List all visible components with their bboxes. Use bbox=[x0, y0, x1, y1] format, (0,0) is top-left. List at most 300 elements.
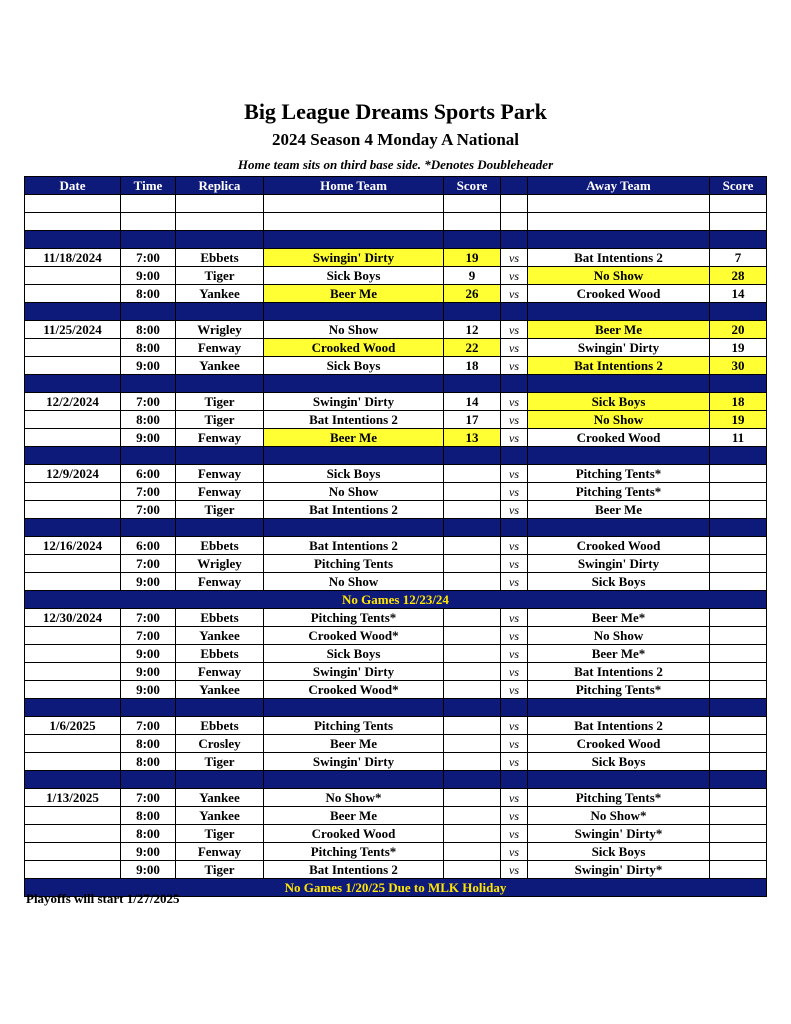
empty-cell bbox=[710, 519, 767, 537]
game-row bbox=[25, 609, 767, 627]
time-cell: 9:00 bbox=[121, 843, 176, 861]
date-cell bbox=[25, 429, 121, 447]
empty-cell bbox=[121, 375, 176, 393]
date-cell: 12/9/2024 bbox=[25, 465, 121, 483]
game-row bbox=[25, 411, 767, 429]
game-row bbox=[25, 321, 767, 339]
header-vs bbox=[501, 177, 528, 195]
vs-cell: vs bbox=[501, 249, 528, 267]
date-cell bbox=[25, 267, 121, 285]
empty-cell bbox=[710, 447, 767, 465]
empty-cell bbox=[710, 771, 767, 789]
home-score-cell bbox=[444, 537, 501, 555]
playoffs-note: Playoffs will start 1/27/2025 bbox=[26, 891, 180, 906]
away-score-cell bbox=[710, 843, 767, 861]
empty-cell bbox=[501, 213, 528, 231]
header-home-team: Home Team bbox=[264, 177, 444, 195]
vs-cell: vs bbox=[501, 537, 528, 555]
away-score-cell bbox=[710, 483, 767, 501]
date-cell bbox=[25, 735, 121, 753]
home-team-cell: Pitching Tents* bbox=[264, 843, 444, 861]
away-team-cell: Crooked Wood bbox=[528, 285, 710, 303]
week-separator-row bbox=[25, 447, 767, 465]
away-score-cell bbox=[710, 573, 767, 591]
empty-cell bbox=[528, 303, 710, 321]
home-score-cell bbox=[444, 807, 501, 825]
away-score-cell bbox=[710, 645, 767, 663]
home-score-cell bbox=[444, 609, 501, 627]
home-team-cell: Beer Me bbox=[264, 429, 444, 447]
empty-cell bbox=[176, 195, 264, 213]
date-cell bbox=[25, 807, 121, 825]
home-team-cell: Swingin' Dirty bbox=[264, 753, 444, 771]
empty-cell bbox=[25, 195, 121, 213]
empty-cell bbox=[176, 375, 264, 393]
empty-cell bbox=[710, 699, 767, 717]
time-cell: 7:00 bbox=[121, 393, 176, 411]
empty-cell bbox=[121, 519, 176, 537]
away-score-cell bbox=[710, 555, 767, 573]
away-team-cell: Sick Boys bbox=[528, 573, 710, 591]
game-row bbox=[25, 789, 767, 807]
home-team-cell: Crooked Wood bbox=[264, 825, 444, 843]
away-team-cell: No Show* bbox=[528, 807, 710, 825]
empty-cell bbox=[444, 231, 501, 249]
date-cell: 12/16/2024 bbox=[25, 537, 121, 555]
time-cell: 9:00 bbox=[121, 429, 176, 447]
empty-cell bbox=[528, 375, 710, 393]
date-cell: 11/25/2024 bbox=[25, 321, 121, 339]
home-team-cell: Bat Intentions 2 bbox=[264, 537, 444, 555]
date-cell bbox=[25, 483, 121, 501]
home-score-cell bbox=[444, 465, 501, 483]
empty-cell bbox=[264, 303, 444, 321]
home-score-cell bbox=[444, 825, 501, 843]
away-team-cell: Swingin' Dirty* bbox=[528, 825, 710, 843]
away-score-cell: 18 bbox=[710, 393, 767, 411]
empty-cell bbox=[25, 519, 121, 537]
away-score-cell bbox=[710, 663, 767, 681]
replica-cell: Ebbets bbox=[176, 645, 264, 663]
away-score-cell bbox=[710, 627, 767, 645]
empty-cell bbox=[176, 303, 264, 321]
away-team-cell: Bat Intentions 2 bbox=[528, 717, 710, 735]
empty-cell bbox=[176, 231, 264, 249]
home-team-cell: Sick Boys bbox=[264, 465, 444, 483]
time-cell: 6:00 bbox=[121, 537, 176, 555]
away-team-cell: Sick Boys bbox=[528, 843, 710, 861]
away-team-cell: Bat Intentions 2 bbox=[528, 357, 710, 375]
game-row bbox=[25, 735, 767, 753]
notice-text: No Games 1/20/25 Due to MLK Holiday bbox=[25, 879, 767, 897]
time-cell: 8:00 bbox=[121, 807, 176, 825]
empty-cell bbox=[528, 699, 710, 717]
empty-cell bbox=[264, 195, 444, 213]
away-team-cell: Beer Me* bbox=[528, 609, 710, 627]
replica-cell: Wrigley bbox=[176, 321, 264, 339]
empty-cell bbox=[25, 375, 121, 393]
game-row bbox=[25, 267, 767, 285]
game-row bbox=[25, 825, 767, 843]
away-score-cell: 28 bbox=[710, 267, 767, 285]
time-cell: 8:00 bbox=[121, 753, 176, 771]
home-team-cell: Sick Boys bbox=[264, 357, 444, 375]
away-team-cell: No Show bbox=[528, 267, 710, 285]
home-team-cell: No Show* bbox=[264, 789, 444, 807]
game-row bbox=[25, 249, 767, 267]
empty-cell bbox=[501, 519, 528, 537]
home-team-cell: Beer Me bbox=[264, 285, 444, 303]
home-score-cell: 19 bbox=[444, 249, 501, 267]
time-cell: 8:00 bbox=[121, 285, 176, 303]
replica-cell: Yankee bbox=[176, 789, 264, 807]
empty-cell bbox=[501, 375, 528, 393]
week-separator-row bbox=[25, 303, 767, 321]
page-title: Big League Dreams Sports Park bbox=[244, 99, 547, 124]
week-separator-row bbox=[25, 375, 767, 393]
vs-cell: vs bbox=[501, 807, 528, 825]
vs-cell: vs bbox=[501, 843, 528, 861]
date-cell bbox=[25, 843, 121, 861]
date-cell: 12/2/2024 bbox=[25, 393, 121, 411]
home-team-cell: Bat Intentions 2 bbox=[264, 861, 444, 879]
time-cell: 9:00 bbox=[121, 681, 176, 699]
empty-cell bbox=[25, 213, 121, 231]
game-row bbox=[25, 753, 767, 771]
replica-cell: Tiger bbox=[176, 501, 264, 519]
empty-cell bbox=[444, 195, 501, 213]
replica-cell: Yankee bbox=[176, 357, 264, 375]
home-team-cell: Crooked Wood* bbox=[264, 627, 444, 645]
game-row bbox=[25, 555, 767, 573]
replica-cell: Yankee bbox=[176, 285, 264, 303]
empty-cell bbox=[25, 231, 121, 249]
home-score-cell bbox=[444, 717, 501, 735]
replica-cell: Yankee bbox=[176, 681, 264, 699]
home-score-cell bbox=[444, 843, 501, 861]
home-score-cell bbox=[444, 753, 501, 771]
vs-cell: vs bbox=[501, 753, 528, 771]
replica-cell: Fenway bbox=[176, 573, 264, 591]
game-row bbox=[25, 339, 767, 357]
date-cell bbox=[25, 825, 121, 843]
game-row bbox=[25, 861, 767, 879]
replica-cell: Tiger bbox=[176, 267, 264, 285]
game-row bbox=[25, 285, 767, 303]
home-team-cell: Crooked Wood* bbox=[264, 681, 444, 699]
replica-cell: Ebbets bbox=[176, 717, 264, 735]
home-team-cell: Bat Intentions 2 bbox=[264, 501, 444, 519]
time-cell: 7:00 bbox=[121, 501, 176, 519]
date-cell bbox=[25, 681, 121, 699]
away-team-cell: Crooked Wood bbox=[528, 429, 710, 447]
game-row bbox=[25, 465, 767, 483]
notice-text: No Games 12/23/24 bbox=[25, 591, 767, 609]
empty-cell bbox=[264, 519, 444, 537]
time-cell: 8:00 bbox=[121, 339, 176, 357]
date-cell bbox=[25, 357, 121, 375]
away-score-cell: 11 bbox=[710, 429, 767, 447]
time-cell: 7:00 bbox=[121, 609, 176, 627]
time-cell: 9:00 bbox=[121, 663, 176, 681]
vs-cell: vs bbox=[501, 285, 528, 303]
empty-cell bbox=[444, 303, 501, 321]
date-cell: 1/6/2025 bbox=[25, 717, 121, 735]
away-score-cell: 19 bbox=[710, 339, 767, 357]
game-row bbox=[25, 663, 767, 681]
replica-cell: Tiger bbox=[176, 393, 264, 411]
date-cell bbox=[25, 627, 121, 645]
home-score-cell bbox=[444, 735, 501, 753]
time-cell: 7:00 bbox=[121, 717, 176, 735]
away-team-cell: Crooked Wood bbox=[528, 735, 710, 753]
vs-cell: vs bbox=[501, 681, 528, 699]
vs-cell: vs bbox=[501, 465, 528, 483]
vs-cell: vs bbox=[501, 717, 528, 735]
vs-cell: vs bbox=[501, 663, 528, 681]
game-row bbox=[25, 501, 767, 519]
vs-cell: vs bbox=[501, 573, 528, 591]
home-score-cell: 12 bbox=[444, 321, 501, 339]
empty-cell bbox=[501, 195, 528, 213]
home-team-cell: Pitching Tents bbox=[264, 717, 444, 735]
empty-cell bbox=[176, 213, 264, 231]
home-score-cell: 14 bbox=[444, 393, 501, 411]
home-score-cell: 18 bbox=[444, 357, 501, 375]
empty-cell bbox=[25, 303, 121, 321]
home-team-cell: Bat Intentions 2 bbox=[264, 411, 444, 429]
time-cell: 9:00 bbox=[121, 861, 176, 879]
empty-cell bbox=[444, 519, 501, 537]
replica-cell: Ebbets bbox=[176, 249, 264, 267]
away-team-cell: Bat Intentions 2 bbox=[528, 249, 710, 267]
away-team-cell: Swingin' Dirty bbox=[528, 339, 710, 357]
empty-cell bbox=[176, 447, 264, 465]
empty-cell bbox=[528, 195, 710, 213]
empty-cell bbox=[264, 213, 444, 231]
date-cell bbox=[25, 339, 121, 357]
header-replica: Replica bbox=[176, 177, 264, 195]
home-score-cell bbox=[444, 501, 501, 519]
empty-cell bbox=[710, 195, 767, 213]
time-cell: 8:00 bbox=[121, 411, 176, 429]
time-cell: 9:00 bbox=[121, 645, 176, 663]
schedule-note: Home team sits on third base side. *Denotes Doubleheader bbox=[237, 157, 554, 172]
time-cell: 7:00 bbox=[121, 789, 176, 807]
replica-cell: Tiger bbox=[176, 825, 264, 843]
home-team-cell: Crooked Wood bbox=[264, 339, 444, 357]
away-score-cell: 30 bbox=[710, 357, 767, 375]
away-team-cell: No Show bbox=[528, 411, 710, 429]
date-cell bbox=[25, 285, 121, 303]
game-row bbox=[25, 717, 767, 735]
schedule-table bbox=[24, 176, 767, 897]
empty-cell bbox=[710, 231, 767, 249]
home-score-cell: 26 bbox=[444, 285, 501, 303]
game-row bbox=[25, 483, 767, 501]
away-score-cell bbox=[710, 735, 767, 753]
date-cell: 11/18/2024 bbox=[25, 249, 121, 267]
game-row bbox=[25, 645, 767, 663]
vs-cell: vs bbox=[501, 393, 528, 411]
game-row bbox=[25, 627, 767, 645]
empty-cell bbox=[444, 375, 501, 393]
empty-cell bbox=[176, 771, 264, 789]
empty-cell bbox=[121, 303, 176, 321]
away-score-cell bbox=[710, 807, 767, 825]
date-cell bbox=[25, 663, 121, 681]
empty-cell bbox=[264, 699, 444, 717]
empty-cell bbox=[25, 699, 121, 717]
vs-cell: vs bbox=[501, 645, 528, 663]
header-time: Time bbox=[121, 177, 176, 195]
empty-cell bbox=[121, 447, 176, 465]
replica-cell: Yankee bbox=[176, 807, 264, 825]
game-row bbox=[25, 843, 767, 861]
time-cell: 7:00 bbox=[121, 627, 176, 645]
empty-cell bbox=[528, 447, 710, 465]
date-cell bbox=[25, 411, 121, 429]
week-separator-row bbox=[25, 231, 767, 249]
away-team-cell: Pitching Tents* bbox=[528, 681, 710, 699]
home-score-cell bbox=[444, 483, 501, 501]
away-score-cell bbox=[710, 825, 767, 843]
away-score-cell bbox=[710, 537, 767, 555]
game-row bbox=[25, 573, 767, 591]
table-header-row bbox=[25, 177, 767, 195]
away-score-cell bbox=[710, 681, 767, 699]
home-team-cell: Sick Boys bbox=[264, 645, 444, 663]
home-score-cell bbox=[444, 555, 501, 573]
home-score-cell bbox=[444, 645, 501, 663]
away-score-cell bbox=[710, 753, 767, 771]
home-team-cell: Beer Me bbox=[264, 807, 444, 825]
home-score-cell bbox=[444, 681, 501, 699]
away-team-cell: Swingin' Dirty* bbox=[528, 861, 710, 879]
away-team-cell: Bat Intentions 2 bbox=[528, 663, 710, 681]
time-cell: 9:00 bbox=[121, 267, 176, 285]
header-away-score: Score bbox=[710, 177, 767, 195]
replica-cell: Tiger bbox=[176, 861, 264, 879]
home-score-cell bbox=[444, 789, 501, 807]
empty-cell bbox=[176, 699, 264, 717]
away-team-cell: Beer Me* bbox=[528, 645, 710, 663]
game-row bbox=[25, 537, 767, 555]
time-cell: 9:00 bbox=[121, 357, 176, 375]
time-cell: 8:00 bbox=[121, 321, 176, 339]
away-team-cell: No Show bbox=[528, 627, 710, 645]
empty-cell bbox=[264, 447, 444, 465]
away-score-cell bbox=[710, 717, 767, 735]
replica-cell: Fenway bbox=[176, 465, 264, 483]
empty-cell bbox=[121, 771, 176, 789]
home-team-cell: Swingin' Dirty bbox=[264, 663, 444, 681]
empty-cell bbox=[710, 375, 767, 393]
header-away-team: Away Team bbox=[528, 177, 710, 195]
time-cell: 8:00 bbox=[121, 825, 176, 843]
home-team-cell: Pitching Tents* bbox=[264, 609, 444, 627]
game-row bbox=[25, 357, 767, 375]
home-team-cell: Sick Boys bbox=[264, 267, 444, 285]
game-row bbox=[25, 681, 767, 699]
date-cell bbox=[25, 573, 121, 591]
away-score-cell bbox=[710, 609, 767, 627]
away-score-cell bbox=[710, 861, 767, 879]
replica-cell: Fenway bbox=[176, 483, 264, 501]
home-team-cell: Beer Me bbox=[264, 735, 444, 753]
away-team-cell: Swingin' Dirty bbox=[528, 555, 710, 573]
empty-cell bbox=[710, 303, 767, 321]
vs-cell: vs bbox=[501, 789, 528, 807]
replica-cell: Tiger bbox=[176, 753, 264, 771]
away-team-cell: Sick Boys bbox=[528, 393, 710, 411]
notice-row bbox=[25, 591, 767, 609]
empty-cell bbox=[121, 231, 176, 249]
home-team-cell: Swingin' Dirty bbox=[264, 249, 444, 267]
home-team-cell: Swingin' Dirty bbox=[264, 393, 444, 411]
empty-cell bbox=[121, 213, 176, 231]
date-cell: 12/30/2024 bbox=[25, 609, 121, 627]
game-row bbox=[25, 807, 767, 825]
away-score-cell: 14 bbox=[710, 285, 767, 303]
vs-cell: vs bbox=[501, 357, 528, 375]
home-score-cell bbox=[444, 663, 501, 681]
blank-row bbox=[25, 195, 767, 213]
replica-cell: Crosley bbox=[176, 735, 264, 753]
vs-cell: vs bbox=[501, 411, 528, 429]
replica-cell: Fenway bbox=[176, 843, 264, 861]
vs-cell: vs bbox=[501, 825, 528, 843]
empty-cell bbox=[264, 375, 444, 393]
replica-cell: Fenway bbox=[176, 663, 264, 681]
home-team-cell: No Show bbox=[264, 573, 444, 591]
replica-cell: Tiger bbox=[176, 411, 264, 429]
vs-cell: vs bbox=[501, 861, 528, 879]
empty-cell bbox=[264, 771, 444, 789]
vs-cell: vs bbox=[501, 429, 528, 447]
empty-cell bbox=[444, 213, 501, 231]
empty-cell bbox=[176, 519, 264, 537]
replica-cell: Yankee bbox=[176, 627, 264, 645]
time-cell: 7:00 bbox=[121, 249, 176, 267]
away-score-cell: 7 bbox=[710, 249, 767, 267]
empty-cell bbox=[501, 771, 528, 789]
empty-cell bbox=[501, 447, 528, 465]
week-separator-row bbox=[25, 519, 767, 537]
time-cell: 9:00 bbox=[121, 573, 176, 591]
away-score-cell: 20 bbox=[710, 321, 767, 339]
vs-cell: vs bbox=[501, 501, 528, 519]
date-cell bbox=[25, 753, 121, 771]
empty-cell bbox=[121, 195, 176, 213]
replica-cell: Fenway bbox=[176, 339, 264, 357]
replica-cell: Fenway bbox=[176, 429, 264, 447]
away-team-cell: Pitching Tents* bbox=[528, 465, 710, 483]
away-team-cell: Beer Me bbox=[528, 501, 710, 519]
vs-cell: vs bbox=[501, 609, 528, 627]
replica-cell: Ebbets bbox=[176, 609, 264, 627]
date-cell bbox=[25, 501, 121, 519]
empty-cell bbox=[528, 771, 710, 789]
home-team-cell: Pitching Tents bbox=[264, 555, 444, 573]
replica-cell: Ebbets bbox=[176, 537, 264, 555]
home-score-cell bbox=[444, 573, 501, 591]
away-team-cell: Sick Boys bbox=[528, 753, 710, 771]
away-score-cell bbox=[710, 789, 767, 807]
away-team-cell: Crooked Wood bbox=[528, 537, 710, 555]
home-score-cell: 13 bbox=[444, 429, 501, 447]
time-cell: 8:00 bbox=[121, 735, 176, 753]
